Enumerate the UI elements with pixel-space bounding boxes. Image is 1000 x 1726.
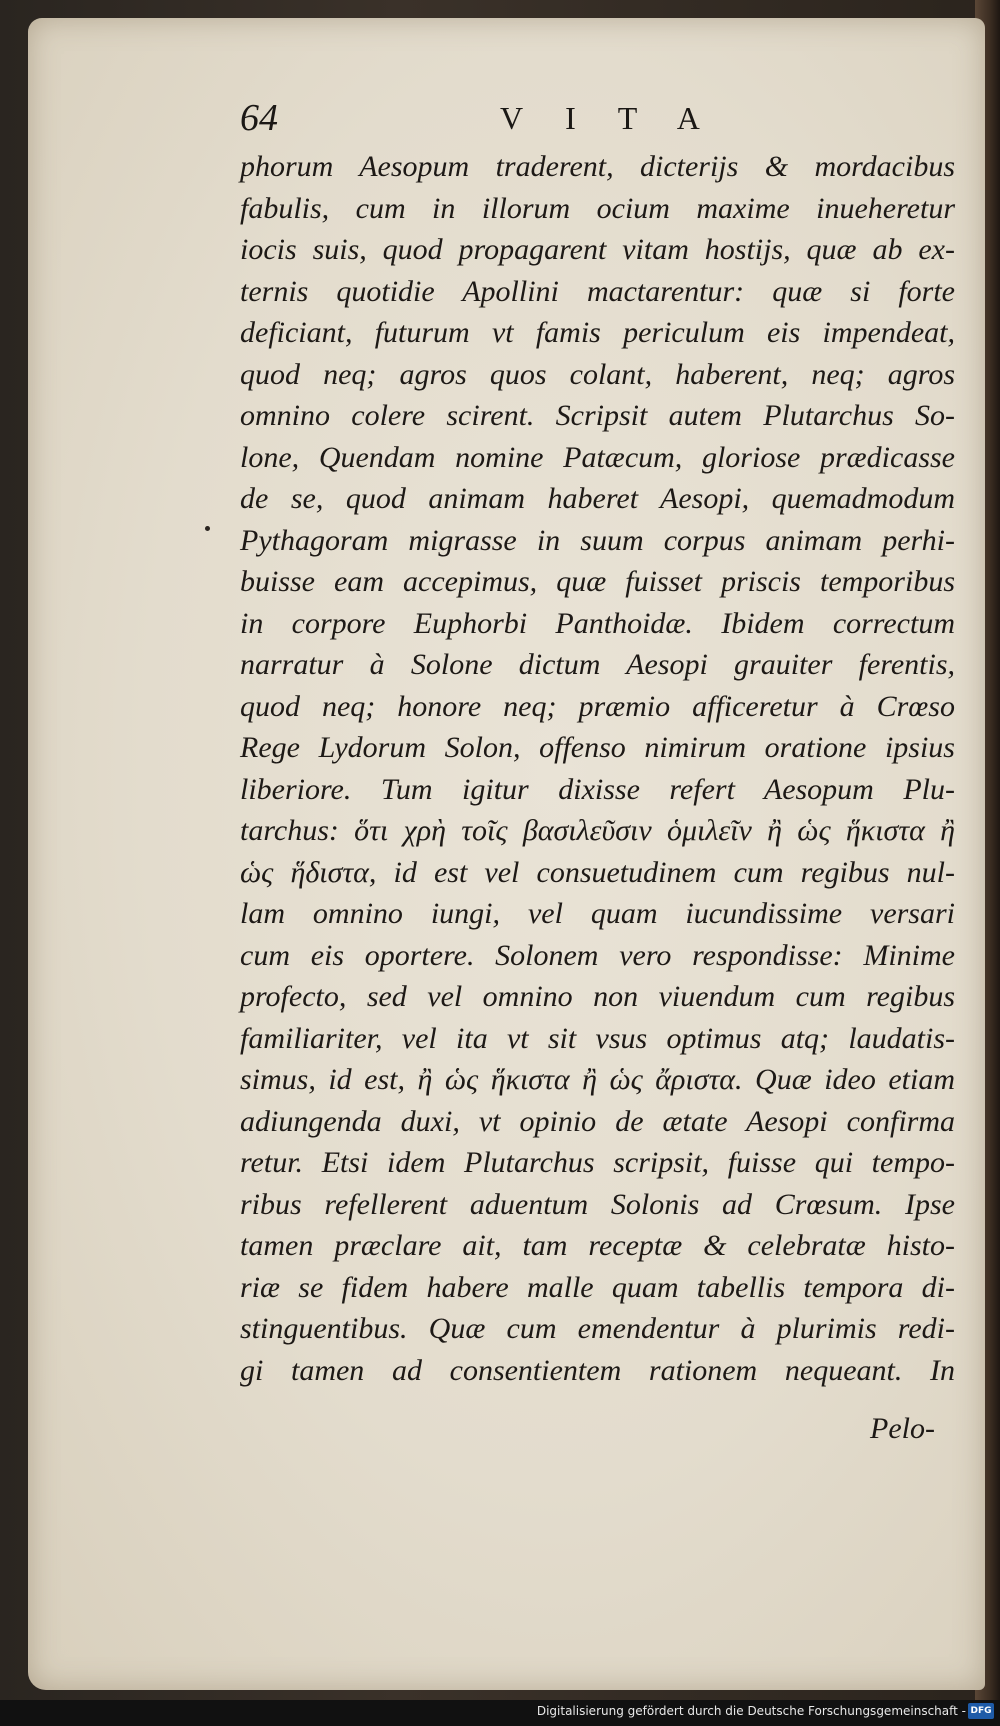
text-line: omnino colere scirent. Scripsit autem Plutarchus So- [240, 399, 955, 432]
text-line: lam omnino iungi, vel quam iucundissime versari [240, 897, 955, 930]
text-line: ribus refellerent aduentum Solonis ad Crœsum. Ipse [240, 1187, 955, 1221]
text-line: phorum Aesopum traderent, dicterijs & mordacibus [240, 150, 955, 183]
text-line: quod neq; honore neq; præmio afficeretur à Crœso [240, 689, 955, 723]
text-line: cum eis oportere. Solonem vero respondisse: Minime [240, 938, 955, 972]
text-line: fabulis, cum in illorum ocium maxime inueheretur [240, 191, 955, 225]
text-line: deficiant, futurum vt famis periculum eis impendeat, [240, 316, 955, 349]
text-line: adiungenda duxi, vt opinio de ætate Aesopi confirma [240, 1104, 955, 1138]
text-line: riæ se fidem habere malle quam tabellis tempora di- [240, 1270, 955, 1304]
text-line: de se, quod animam haberet Aesopi, quemadmodum [240, 482, 955, 515]
text-line: tarchus: ὅτι χρὴ τοῖς βασιλεῦσιν ὁμιλεῖν ἢ ὡς ἥκιστα ἢ [240, 814, 955, 847]
text-line: simus, id est, ἢ ὡς ἥκιστα ἢ ὡς ἄριστα. Quæ ideo etiam [240, 1063, 955, 1096]
text-line: retur. Etsi idem Plutarchus scripsit, fuisse qui tempo- [240, 1146, 955, 1179]
text-line: Rege Lydorum Solon, offenso nimirum oratione ipsius [240, 731, 955, 764]
page-number: 64 [240, 97, 278, 139]
running-head: VITA [500, 100, 742, 136]
text-line: tamen præclare ait, tam receptæ & celebratæ histo- [240, 1229, 955, 1262]
text-line: iocis suis, quod propagarent vitam hostijs, quæ ab ex- [240, 233, 955, 266]
text-line: ternis quotidie Apollini mactarentur: quæ si forte [240, 274, 955, 308]
digitization-credit: Digitalisierung gefördert durch die Deutsche Forschungsgemeinschaft - [536, 1704, 966, 1718]
text-line: stinguentibus. Quæ cum emendentur à plurimis redi- [240, 1312, 955, 1345]
catchword: Pelo- [870, 1412, 935, 1445]
text-line: Pythagoram migrasse in suum corpus animam perhi- [240, 523, 955, 557]
text-line: buisse eam accepimus, quæ fuisset priscis temporibus [240, 565, 955, 598]
text-line: in corpore Euphorbi Panthoidæ. Ibidem correctum [240, 606, 955, 640]
text-line: ὡς ἥδιστα, id est vel consuetudinem cum regibus nul- [240, 855, 955, 889]
dfg-logo: DFG [968, 1703, 994, 1719]
page-header [240, 96, 740, 140]
body-text [240, 146, 955, 1391]
text-line: narratur à Solone dictum Aesopi grauiter ferentis, [240, 648, 955, 681]
text-line: familiariter, vel ita vt sit vsus optimus atq; laudatis- [240, 1021, 955, 1055]
text-line: liberiore. Tum igitur dixisse refert Aesopum Plu- [240, 772, 955, 806]
text-line: lone, Quendam nomine Patæcum, gloriose prædicasse [240, 440, 955, 474]
margin-mark [205, 526, 210, 531]
text-line: profecto, sed vel omnino non viuendum cum regibus [240, 980, 955, 1013]
text-line: quod neq; agros quos colant, haberent, neq; agros [240, 357, 955, 391]
text-line: gi tamen ad consentientem rationem nequeant. In [240, 1353, 955, 1387]
